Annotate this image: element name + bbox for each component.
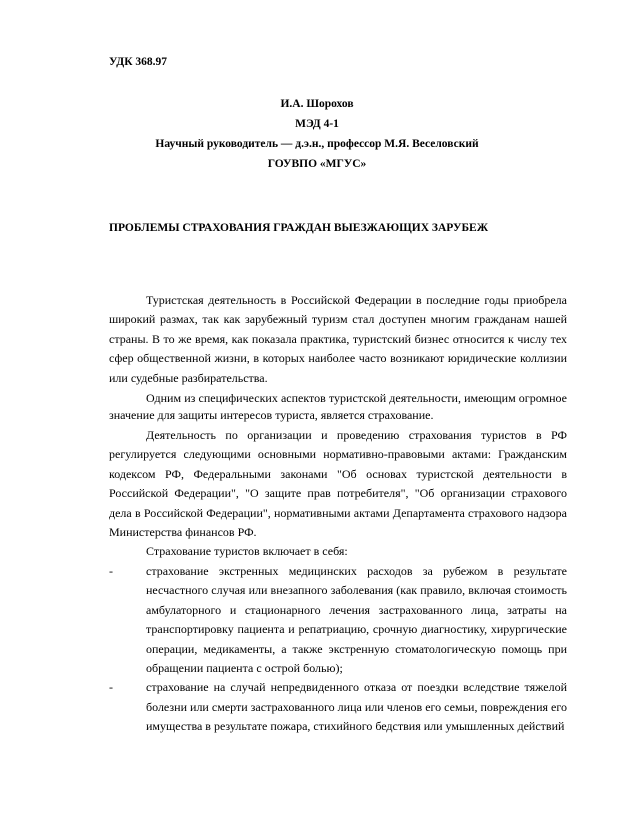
paragraph: Деятельность по организации и проведению страхования туристов в РФ регулируется следующими основными нормативно-правовыми актами: Гражданским кодексом РФ, Федеральными законами "Об основах туристской деятельности в Российской Федерации", "О защите прав потребителя", "Об организации страхового дела в Российской Федерации", нормативными актами Департамента страхового надзора Министерства финансов РФ. [109,428,567,540]
list-dash: - [109,563,113,578]
list-item-text: страхование на случай непредвиденного отказа от поездки вследствие тяжелой болезни или смерти застрахованного лица или членов его семьи, повреждения его имущества в результате пожара, стихийного бедствия или умышленных действий [146,680,567,734]
institution-name: ГОУВПО «МГУС» [267,158,367,170]
list-item [109,562,567,678]
article-body [109,291,567,737]
scientific-supervisor: Научный руководитель — д.э.н., профессор М.Я. Веселовский [155,138,479,150]
udk-code: УДК 368.97 [109,56,168,68]
paragraph: Страхование туристов включает в себя: [146,544,348,559]
author-name: И.А. Шорохов [280,98,354,110]
list-item-text: страхование экстренных медицинских расходов за рубежом в результате несчастного случая или внезапного заболевания (как правило, включая стоимость амбулаторного и стационарного лечения застрахованного лица, затраты на транспортировку пациента и репатриацию, срочную диагностику, хирургические операции, медикаменты, а также экстренную стоматологическую помощь при обращении пациента с острой болью); [146,563,567,675]
student-group: МЭД 4-1 [295,118,339,130]
list-dash: - [109,680,113,695]
paragraph: Одним из специфических аспектов туристской деятельности, имеющим огромное значение для защиты интересов туриста, является страхование. [109,391,567,423]
list-item [109,678,567,736]
article-title: ПРОБЛЕМЫ СТРАХОВАНИЯ ГРАЖДАН ВЫЕЗЖАЮЩИХ ЗАРУБЕЖ [109,222,489,234]
paragraph: Туристская деятельность в Российской Федерации в последние годы приобрела широкий размах, так как зарубежный туризм стал доступен многим гражданам нашей страны. В то же время, как показала практика, туристский бизнес относится к числу тех сфер общественной жизни, в которых наиболее часто возникают юридические коллизии или судебные разбирательства. [109,293,567,385]
